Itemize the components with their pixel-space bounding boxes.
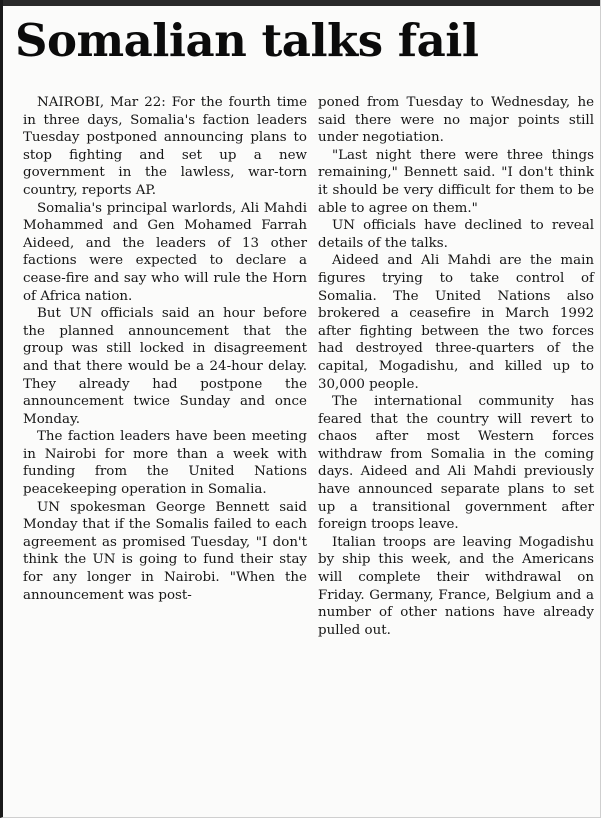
top-rule	[3, 0, 600, 6]
paragraph-nairobi-meeting: The faction leaders have been meeting in Nairobi for more than a week with funding from the United Nations peacekeeping operation in Somalia.	[23, 429, 307, 498]
headline: Somalian talks fail	[15, 14, 479, 67]
paragraph-international-community: The international community has feared that the country will revert to chaos after most Western forces withdraw from Somalia in the coming days. Aideed and Ali Mahdi previously have announced separate plans to set up a transitional government after foreign troops leave.	[318, 394, 594, 533]
article-column-left	[23, 94, 307, 604]
paragraph-un-spokesman: UN spokesman George Bennett said Monday that if the Somalis failed to each agreement as promised Tuesday, "I don't think the UN is going to fund their stay for any longer in Nairobi. "When the announcement was post-	[23, 499, 307, 603]
paragraph-un-officials: UN officials have declined to reveal details of the talks.	[318, 218, 594, 251]
paragraph-warlords: Somalia's principal warlords, Ali Mahdi Mohammed and Gen Mohamed Farrah Aideed, and the leaders of 13 other factions were expected to declare a cease-fire and say who will rule the Horn of Africa nation.	[23, 200, 307, 304]
paragraph-continued: poned from Tuesday to Wednesday, he said there were no major points still under negotiation.	[318, 95, 594, 146]
paragraph-main-figures: Aideed and Ali Mahdi are the main figures trying to take control of Somalia. The United Nations also brokered a ceasefire in March 1992 after fighting between the two forces had destroyed three-quarters of the capital, Mogadishu, and killed up to 30,000 people.	[318, 253, 594, 392]
paragraph-delay: But UN officials said an hour before the planned announcement that the group was still locked in disagreement and that there would be a 24-hour delay. They already had postpone the announcement twice Sunday and once Monday.	[23, 306, 307, 427]
paragraph-bennett-quote: "Last night there were three things remaining," Bennett said. "I don't think it should be very difficult for them to be able to agree on them."	[318, 147, 594, 216]
paragraph-dateline: NAIROBI, Mar 22: For the fourth time in three days, Somalia's faction leaders Tuesday postponed announcing plans to stop fighting and set up a new government in the lawless, war-torn country, reports AP.	[23, 95, 307, 198]
paragraph-withdrawal: Italian troops are leaving Mogadishu by ship this week, and the Americans will complete their withdrawal on Friday. Germany, France, Belgium and a number of other nations have already pulled out.	[318, 534, 594, 638]
article-column-right	[318, 94, 594, 639]
